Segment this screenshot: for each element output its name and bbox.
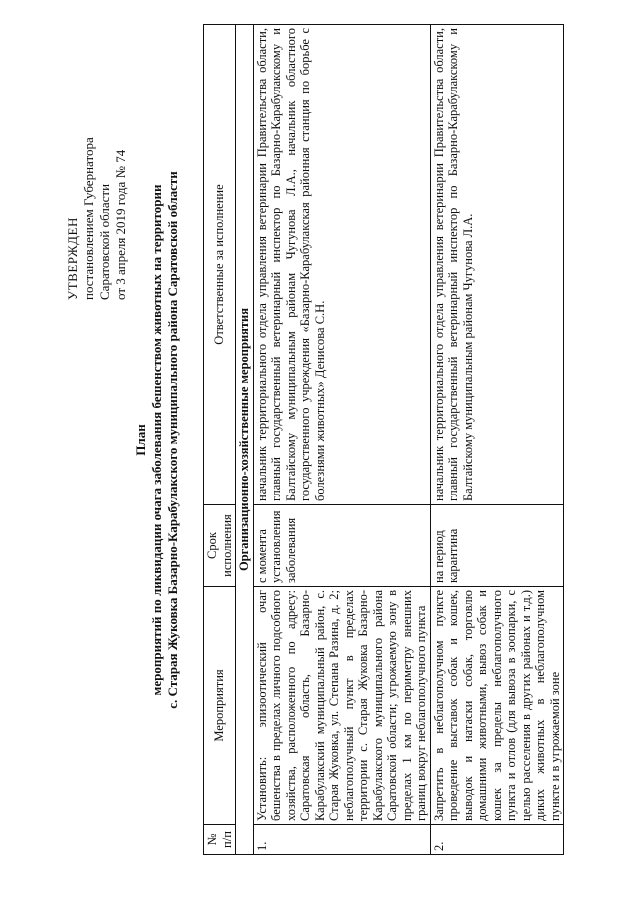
plan-heading — [133, 25, 181, 855]
row-responsible: начальник территориального отдела управления ветеринарии Правительства области, главный государственный ветеринарный инспектор по Базарно-Карабулакскому и Балтайскому муниципальным районам Чугунова Л.А. — [430, 25, 564, 505]
section-row — [236, 25, 254, 855]
plan-table — [203, 24, 564, 855]
rotated-document-page — [55, 25, 595, 855]
approval-line-2: Саратовской области — [97, 183, 112, 300]
row-responsible: начальник территориального отдела управления ветеринарии Правительства области, главный государственный ветеринарный инспектор по Базарно-Карабулакскому и Балтайскому муниципальным районам Чугунова Л.А., начальник областного государственного учреждения «Базарно-Карабулакская районная станция по борьбе с болезнями животных» Денисова С.Н. — [253, 25, 430, 505]
approval-stamp — [65, 30, 129, 300]
table-row — [430, 25, 564, 855]
row-num: 2. — [430, 825, 564, 855]
row-activity: Установить: эпизоотический очаг бешенства в пределах личного подсобного хозяйства, расположенного по адресу: Саратовская область, Базарно-Карабулакский муниципальный район, с. Старая Жуковка, ул. Степана Разина, д. 2; неблагополучный пункт в пределах территории с. Старая Жуковка Базарно-Карабулакского муниципального района Саратовской области; угрожаемую зону в пределах 1 км по периметру внешних границ вокруг неблагополучного пункта — [253, 587, 430, 825]
section-title: Организационно-хозяйственные мероприятия — [236, 25, 254, 855]
plan-title: План — [133, 424, 148, 456]
approval-line-3: от 3 апреля 2019 года № 74 — [113, 149, 128, 300]
plan-subtitle-line-1: мероприятий по ликвидации очага заболевания бешенством животных на территории — [149, 184, 164, 696]
plan-subtitle-line-2: с. Старая Жуковка Базарно-Карабулакского муниципального района Саратовской области — [165, 171, 180, 709]
row-num: 1. — [253, 825, 430, 855]
header-num: № п/п — [204, 825, 236, 855]
row-term: на период карантина — [430, 505, 564, 587]
row-activity: Запретить в неблагополучном пункте проведение выставок собак и кошек, выводок и натаски собак, торговлю домашними животными, вывоз собак и кошек за пределы неблагополучного пункта и отлов (для вывоза в зоопарки, с целью расселения в других районах и т.д.) диких животных в неблагополучном пункте и в угрожаемой зоне — [430, 587, 564, 825]
header-responsible: Ответственные за исполнение — [204, 25, 236, 505]
header-activity: Мероприятия — [204, 587, 236, 825]
approval-line-1: постановлением Губернатора — [81, 137, 96, 300]
row-term: с момента установления заболевания — [253, 505, 430, 587]
table-header-row — [204, 25, 236, 855]
approval-title: УТВЕРЖДЕН — [65, 217, 80, 300]
header-term: Срок исполнения — [204, 505, 236, 587]
table-row — [253, 25, 430, 855]
